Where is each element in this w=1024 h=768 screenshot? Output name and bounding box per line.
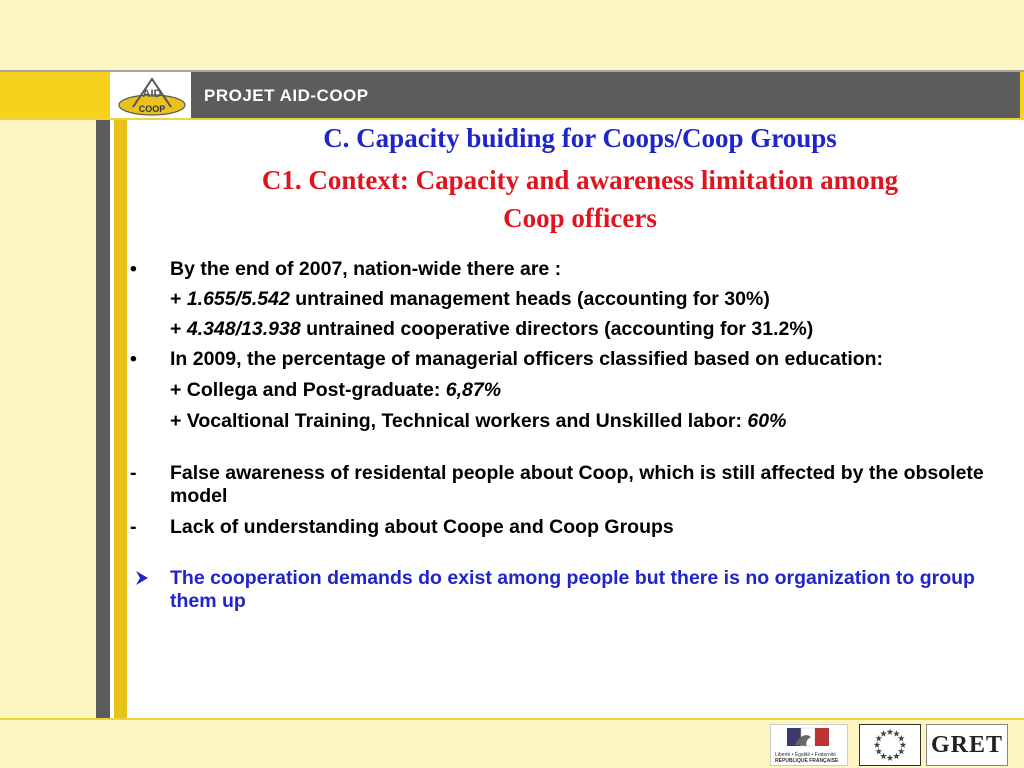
eu-star bbox=[899, 749, 903, 753]
top-band bbox=[0, 0, 1024, 70]
eu-star bbox=[881, 732, 885, 736]
bullet-marker: • bbox=[130, 348, 137, 370]
dash-text: Lack of understanding about Coope and Coop Groups bbox=[170, 516, 674, 538]
arrow-item-cooperation-demands bbox=[130, 567, 1020, 613]
sub-item-management-heads bbox=[130, 288, 1020, 311]
sub-item-vocational bbox=[130, 410, 1020, 433]
header-right-accent bbox=[1020, 72, 1024, 118]
eu-star bbox=[875, 743, 879, 747]
eu-star bbox=[877, 749, 881, 753]
slide-content bbox=[130, 258, 1020, 613]
eu-star bbox=[894, 754, 898, 758]
sub-text: + Collega and Post-graduate: bbox=[170, 379, 446, 401]
eu-star bbox=[888, 756, 892, 760]
left-panel bbox=[0, 120, 96, 718]
bullet-text: By the end of 2007, nation-wide there are : bbox=[170, 258, 562, 280]
header-underline bbox=[0, 118, 1024, 120]
eu-star bbox=[888, 730, 892, 734]
aid-coop-logo bbox=[115, 73, 189, 117]
slide-subtitle bbox=[130, 161, 1024, 237]
eu-star bbox=[881, 754, 885, 758]
slide-title: C. Capacity buiding for Coops/Coop Groups bbox=[323, 123, 837, 153]
eu-star bbox=[877, 736, 881, 740]
slide-subtitle-line1: C1. Context: Capacity and awareness limitation among bbox=[261, 165, 899, 195]
sub-value: 1.655/5.542 bbox=[186, 288, 290, 310]
arrow-bullet-icon bbox=[134, 569, 150, 587]
bullet-item-2007 bbox=[130, 258, 1020, 281]
sub-prefix: + bbox=[170, 288, 187, 310]
eu-flag-icon bbox=[859, 724, 921, 766]
sub-value: 6,87% bbox=[445, 379, 502, 401]
sub-item-cooperative-directors bbox=[130, 318, 1020, 341]
slide-subtitle-line2: Coop officers bbox=[503, 203, 657, 233]
header-left-accent bbox=[0, 72, 110, 118]
eu-star bbox=[894, 732, 898, 736]
sub-text: untrained management heads (accounting for 30%) bbox=[289, 288, 770, 310]
sub-value: 4.348/13.938 bbox=[186, 318, 301, 340]
eu-star bbox=[901, 743, 905, 747]
sub-value: 60% bbox=[747, 410, 787, 432]
sub-prefix: + bbox=[170, 318, 187, 340]
bottom-divider bbox=[0, 718, 1024, 720]
marianne-icon bbox=[771, 725, 847, 751]
republique-francaise-logo bbox=[770, 724, 848, 766]
bullet-marker: • bbox=[130, 258, 137, 280]
header-title: PROJET AID-COOP bbox=[204, 86, 369, 105]
sub-item-college bbox=[130, 379, 1020, 402]
marianne-republique: RÉPUBLIQUE FRANÇAISE bbox=[775, 758, 839, 764]
dash-marker: - bbox=[130, 516, 137, 538]
left-gray-stripe bbox=[96, 120, 110, 718]
marianne-motto: Liberté • Égalité • Fraternité bbox=[775, 752, 837, 758]
bullet-text: In 2009, the percentage of managerial officers classified based on education: bbox=[170, 348, 884, 370]
sub-text: + Vocaltional Training, Technical workers and Unskilled labor: bbox=[170, 410, 748, 432]
sub-text: untrained cooperative directors (accounting for 31.2%) bbox=[300, 318, 814, 340]
dash-item-false-awareness bbox=[130, 462, 1020, 508]
svg-text:COOP: COOP bbox=[138, 104, 166, 114]
svg-text:AID: AID bbox=[142, 88, 162, 100]
dash-item-lack-understanding bbox=[130, 516, 1020, 539]
bullet-item-2009 bbox=[130, 348, 1020, 371]
dash-text: False awareness of residental people about Coop, which is still affected by the obsolete model bbox=[170, 462, 984, 507]
dash-marker: - bbox=[130, 462, 137, 484]
gret-logo: GRET bbox=[926, 724, 1008, 766]
arrow-text: The cooperation demands do exist among people but there is no organization to group them up bbox=[170, 567, 975, 612]
left-yellow-stripe bbox=[114, 120, 127, 718]
eu-star bbox=[899, 736, 903, 740]
